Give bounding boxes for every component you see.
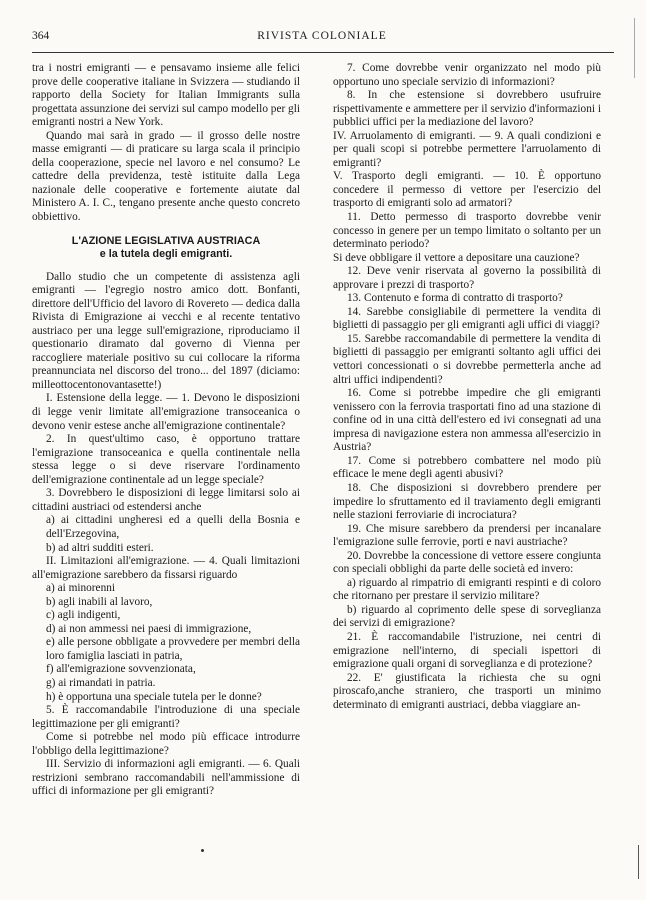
paragraph: V. Trasporto degli emigranti. — 10. È opportuno concedere il permesso di vettore per l'esercizio del trasporto di emigranti solo ad armatori? — [333, 170, 601, 210]
header-rule — [32, 52, 614, 53]
paragraph: 5. È raccomandabile l'introduzione di una speciale legittimazione per gli emigranti? — [32, 704, 300, 730]
list-item: b) ad altri sudditi esteri. — [46, 541, 154, 554]
paragraph: 8. In che estensione si dovrebbero usufruire rispettivamente e ammettere per il servizio d'informazioni i pubblici uffici per la mediazione del lavoro? — [333, 89, 601, 129]
page-number: 364 — [32, 30, 50, 42]
list-item: g) ai rimandati in patria. — [46, 676, 156, 689]
paragraph: 7. Come dovrebbe venir organizzato nel modo più opportuno uno speciale servizio di informazioni? — [333, 62, 601, 88]
list-item: b) agli inabili al lavoro, — [46, 595, 153, 608]
scan-edge-mark — [634, 18, 635, 78]
page-header — [32, 30, 612, 46]
running-title: RIVISTA COLONIALE — [257, 30, 387, 42]
paragraph: 2. In quest'ultimo caso, è opportuno trattare l'emigrazione transoceanica e quella continentale nella stessa legge o si deve riservare l'ordinamento dell'emigrazione continentale ad un legge speciale? — [32, 433, 300, 486]
list-item: f) all'emigrazione sovvenzionata, — [46, 663, 196, 676]
paragraph: I. Estensione della legge. — 1. Devono le disposizioni di legge venir limitate all'emigrazione transoceanica o devono venir estese anche all'emigrazione continentale? — [32, 392, 300, 432]
paragraph: Si deve obbligare il vettore a depositare una cauzione? — [333, 251, 580, 264]
ink-dot — [201, 849, 204, 852]
paragraph: 18. Che disposizioni si dovrebbero prendere per impedire lo sfruttamento ed il traviamento degli emigranti nelle stazioni ferroviarie di incrociatura? — [333, 481, 601, 522]
paragraph: IV. Arruolamento di emigranti. — 9. A quali condizioni e per quali scopi si potrebbe permettere l'arruolamento di emigranti? — [333, 129, 601, 169]
paragraph: 21. È raccomandabile l'istruzione, nei centri di emigrazione nell'interno, di speciali ispettori di emigrazione quali organi di sorveglianza e di protezione? — [333, 630, 601, 671]
paragraph: Quando mai sarà in grado — il grosso delle nostre masse emigranti — di praticare su larga scala il principio della cooperazione, specie nel lavoro e nel consumo? Le cattedre della previdenza, testè istituite dalla Lega nazionale delle cooperative e fortemente aiutate dal Ministero A. I. C., tengano presente anche questo concreto obbiettivo. — [32, 129, 300, 224]
paragraph: Come si potrebbe nel modo più efficace introdurre l'obbligo della legittimazione? — [32, 731, 300, 757]
list-item: b) riguardo al coprimento delle spese di sorveglianza dei servizi di emigrazione? — [333, 603, 601, 630]
list-item: h) è opportuna una speciale tutela per le donne? — [46, 690, 262, 703]
section-heading-title: L'AZIONE LEGISLATIVA AUSTRIACA — [71, 234, 261, 247]
left-column — [32, 62, 300, 799]
list-item: c) agli indigenti, — [46, 609, 121, 622]
paragraph: Dallo studio che un competente di assistenza agli emigranti — l'egregio nostro amico dott. Bonfanti, direttore dell'Ufficio del lavoro di Rovereto — dedica dalla Rivista di Emigrazione ai vecchi e al recente tentativo austriaco per una legge sull'emigrazione, riproduciamo il questionario diramato dal governo di Vienna per raccogliere materiale positivo su cui collocare la riforma preannunciata nel discorso del trono... del 1897 (diciamo: milleottocentonovantasette!) — [32, 270, 300, 391]
paragraph: tra i nostri emigranti — e pensavamo insieme alle felici prove delle cooperative italiane in Svizzera — studiando il rapporto della Society for Italian Immigrants sulla progettata assunzione dei servizi sul campo modello per gli emigranti nostri a New York. — [32, 62, 300, 129]
list-item: e) alle persone obbligate a provvedere per membri della loro famiglia lasciati in patria, — [46, 636, 300, 662]
right-column — [333, 62, 601, 712]
list-item: a) ai minorenni — [46, 582, 116, 595]
paragraph: 19. Che misure sarebbero da prendersi per incanalare l'emigrazione sulle ferrovie, porti e navi austriache? — [333, 522, 601, 549]
list-item: a) ai cittadini ungheresi ed a quelli della Bosnia e dell'Erzegovina, — [46, 514, 300, 540]
paragraph: 17. Come si potrebbero combattere nel modo più efficace le mene degli agenti abusivi? — [333, 454, 601, 481]
paragraph: III. Servizio di informazioni agli emigranti. — 6. Quali restrizioni sembrano raccomandabili nell'ammissione di uffici di informazione per gli emigranti? — [32, 758, 300, 798]
section-heading-subtitle: e la tutela degli emigranti. — [99, 248, 233, 261]
paragraph: II. Limitazioni all'emigrazione. — 4. Quali limitazioni all'emigrazione sarebbero da fissarsi riguardo — [32, 555, 300, 581]
paragraph: 16. Come si potrebbe impedire che gli emigranti venissero con la ferrovia trasportati fino ad una stazione di confine od in una città dell'estero ed ivi consegnati ad una impresa di navigazione estera non ammessa all'esercizio in Austria? — [333, 387, 601, 454]
list-item: a) riguardo al rimpatrio di emigranti respinti e di coloro che ritornano per prestare il servizio militare? — [333, 576, 601, 603]
paragraph: 11. Detto permesso di trasporto dovrebbe venir concesso in genere per un tempo limitato o soltanto per un determinato periodo? — [333, 211, 601, 251]
paragraph: 15. Sarebbe raccomandabile di permettere la vendita di biglietti di passaggio per emigranti soltanto agli uffici dei vettori concessionati o si dovrebbe permetterla anche ad altri uffici indipendenti? — [333, 332, 601, 386]
list-item: d) ai non ammessi nei paesi di immigrazione, — [46, 622, 252, 635]
paragraph: 20. Dovrebbe la concessione di vettore essere congiunta con speciali obblighi da parte delle società ed invero: — [333, 549, 601, 576]
scan-edge-mark — [638, 845, 639, 879]
paragraph: 14. Sarebbe consigliabile di permettere la vendita di biglietti di passaggio per gli emigranti agli uffici di viaggi? — [333, 305, 601, 332]
paragraph: 12. Deve venir riservata al governo la possibilità di approvare i prezzi di trasporto? — [333, 265, 601, 291]
paragraph: 3. Dovrebbero le disposizioni di legge limitarsi solo ai cittadini austriaci od estendersi anche — [32, 487, 300, 513]
paragraph: 13. Contenuto e forma di contratto di trasporto? — [347, 292, 563, 305]
paragraph: 22. E' giustificata la richiesta che su ogni piroscafo,anche straniero, che trasporti un minimo determinato di emigranti austriaci, debba viaggiare an- — [333, 671, 601, 711]
section-heading — [32, 235, 300, 262]
